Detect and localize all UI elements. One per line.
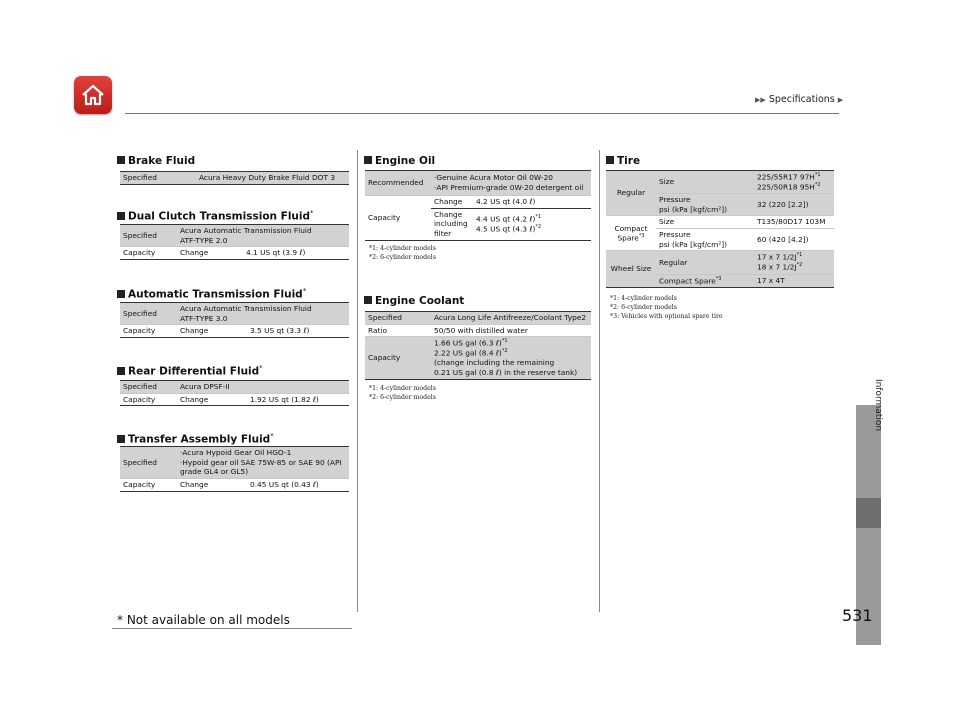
row-label: Compact Spare$^{*3}$ bbox=[606, 216, 656, 251]
table-row bbox=[606, 251, 834, 274]
table-row bbox=[365, 312, 591, 325]
header-rule bbox=[125, 113, 839, 114]
table-row bbox=[120, 172, 349, 185]
side-tab-marker[interactable] bbox=[856, 498, 881, 528]
table-row bbox=[365, 196, 591, 209]
table-row bbox=[120, 381, 349, 394]
row-label: Specified bbox=[120, 447, 177, 479]
footer-rule bbox=[112, 628, 352, 629]
breadcrumb-arrow-icon: ▶▶ bbox=[755, 96, 766, 104]
table-row bbox=[120, 447, 349, 479]
row-value: 0.45 US qt (0.43 ℓ) bbox=[247, 478, 349, 491]
row-value: 4.1 US qt (3.9 ℓ) bbox=[243, 247, 349, 260]
bullet-square-icon bbox=[364, 156, 372, 164]
table-row bbox=[120, 247, 349, 260]
row-sublabel: Change bbox=[177, 478, 247, 491]
row-sublabel: Size bbox=[656, 216, 754, 229]
brake-fluid-table bbox=[120, 171, 349, 185]
table-row bbox=[120, 303, 349, 325]
column-divider bbox=[599, 150, 600, 612]
row-label: Capacity bbox=[365, 337, 431, 379]
row-sublabel: Regular bbox=[656, 251, 754, 274]
row-label: Specified bbox=[120, 381, 177, 394]
row-value: 50/50 with distilled water bbox=[431, 324, 591, 337]
row-label: Capacity bbox=[120, 478, 177, 491]
bullet-square-icon bbox=[117, 290, 125, 298]
footnote-star: * bbox=[259, 364, 263, 372]
engine-oil-notes: *1: 4-cylinder models *2: 6-cylinder models bbox=[369, 245, 436, 261]
row-label: Specified bbox=[120, 172, 196, 185]
row-label: Capacity bbox=[365, 196, 431, 241]
row-value: Acura Heavy Duty Brake Fluid DOT 3 bbox=[196, 172, 349, 185]
row-label: Capacity bbox=[120, 247, 177, 260]
footnote-star: * bbox=[302, 287, 307, 295]
table-row bbox=[120, 225, 349, 247]
tire-table bbox=[606, 170, 834, 288]
table-row bbox=[365, 324, 591, 337]
bullet-square-icon bbox=[364, 296, 372, 304]
row-label: Capacity bbox=[120, 325, 177, 338]
row-label: Specified bbox=[120, 225, 177, 247]
atf-fluid-table bbox=[120, 302, 349, 338]
footnote-star: * bbox=[310, 209, 314, 217]
row-label: Ratio bbox=[365, 324, 431, 337]
row-sublabel: Change including filter bbox=[431, 208, 473, 240]
row-value: 1.66 US gal (6.3 ℓ)$^{*1}$ 2.22 US gal (8.4 ℓ)$^{*2}$ (change including the remaining 0.21 US gal (0.8 ℓ) in the reserve tank) bbox=[431, 337, 591, 379]
row-label: Specified bbox=[365, 312, 431, 325]
column-divider bbox=[357, 150, 358, 612]
row-label: Recommended bbox=[365, 171, 431, 196]
engine-coolant-title: Engine Coolant bbox=[364, 295, 464, 307]
bullet-square-icon bbox=[117, 156, 125, 164]
table-row bbox=[120, 478, 349, 491]
tire-notes: *1: 4-cylinder models *2: 6-cylinder models *3: Vehicles with optional spare tire bbox=[610, 295, 723, 320]
brake-fluid-title: Brake Fluid bbox=[117, 155, 195, 167]
rear-diff-title: Rear Differential Fluid* bbox=[117, 364, 263, 378]
row-sublabel: Change bbox=[177, 325, 247, 338]
row-label: Wheel Size bbox=[606, 251, 656, 287]
row-value: Acura Automatic Transmission Fluid ATF-TYPE 2.0 bbox=[177, 225, 349, 247]
table-row bbox=[606, 216, 834, 229]
breadcrumb-label: Specifications bbox=[768, 94, 835, 105]
row-sublabel: Size bbox=[656, 171, 754, 194]
row-value: 32 (220 [2.2]) bbox=[754, 194, 834, 216]
row-label: Specified bbox=[120, 303, 177, 325]
transfer-table bbox=[120, 446, 349, 492]
table-row bbox=[120, 325, 349, 338]
engine-oil-title: Engine Oil bbox=[364, 155, 435, 167]
row-value: 17 x 4T bbox=[754, 274, 834, 287]
row-value: ·Acura Hypoid Gear Oil HGO-1 ·Hypoid gear oil SAE 75W-85 or SAE 90 (API grade GL4 or GL5) bbox=[177, 447, 349, 479]
row-value: 4.4 US qt (4.2 ℓ)$^{*1}$ 4.5 US qt (4.3 ℓ)$^{*2}$ bbox=[473, 208, 591, 240]
home-button[interactable] bbox=[74, 76, 112, 114]
bullet-square-icon bbox=[117, 212, 125, 220]
row-value: 225/55R17 $97H^{*1}$ 225/50R18 $95H^{*2}$ bbox=[754, 171, 834, 194]
row-sublabel: Change bbox=[177, 247, 243, 260]
row-value: Acura Long Life Antifreeze/Coolant Type2 bbox=[431, 312, 591, 325]
rear-diff-table bbox=[120, 380, 349, 406]
row-sublabel: Pressure psi (kPa [kgf/cm²]) bbox=[656, 229, 754, 251]
side-tab-label: Information bbox=[873, 378, 883, 432]
row-value: T135/80D17 103M bbox=[754, 216, 834, 229]
row-value: 4.2 US qt (4.0 ℓ) bbox=[473, 196, 591, 209]
footnote: * Not available on all models bbox=[117, 613, 290, 627]
tire-title: Tire bbox=[606, 155, 640, 167]
table-row bbox=[365, 337, 591, 379]
atf-fluid-title: Automatic Transmission Fluid* bbox=[117, 287, 306, 301]
bullet-square-icon bbox=[117, 367, 125, 375]
row-value: ·Genuine Acura Motor Oil 0W-20 ·API Premium-grade 0W-20 detergent oil bbox=[431, 171, 591, 196]
row-value: Acura Automatic Transmission Fluid ATF-TYPE 3.0 bbox=[177, 303, 349, 325]
row-sublabel: Change bbox=[431, 196, 473, 209]
table-row bbox=[606, 171, 834, 194]
row-value: Acura DPSF-II bbox=[177, 381, 349, 394]
row-label: Regular bbox=[606, 171, 656, 216]
bullet-square-icon bbox=[117, 435, 125, 443]
row-value: 60 (420 [4.2]) bbox=[754, 229, 834, 251]
row-label: Capacity bbox=[120, 393, 177, 406]
row-value: 17 x 7 $1/2J^{*1}$ 18 x 7 $1/2J^{*2}$ bbox=[754, 251, 834, 274]
engine-oil-table bbox=[365, 170, 591, 241]
page-number: 531 bbox=[842, 606, 873, 625]
table-row bbox=[120, 393, 349, 406]
breadcrumb-arrow-icon: ▶ bbox=[837, 96, 844, 104]
engine-coolant-table bbox=[365, 311, 591, 380]
row-sublabel: Compact Spare$^{*3}$ bbox=[656, 274, 754, 287]
row-sublabel: Pressure psi (kPa [kgf/cm²]) bbox=[656, 194, 754, 216]
engine-coolant-notes: *1: 4-cylinder models *2: 6-cylinder models bbox=[369, 385, 436, 401]
home-icon bbox=[80, 82, 106, 108]
transfer-title: Transfer Assembly Fluid* bbox=[117, 432, 274, 446]
row-sublabel: Change bbox=[177, 393, 247, 406]
row-value: 1.92 US qt (1.82 ℓ) bbox=[247, 393, 349, 406]
dct-fluid-table bbox=[120, 224, 349, 260]
table-row bbox=[365, 171, 591, 196]
row-value: 3.5 US qt (3.3 ℓ) bbox=[247, 325, 349, 338]
breadcrumb[interactable] bbox=[755, 94, 843, 105]
footnote-star: * bbox=[270, 432, 274, 440]
dct-fluid-title: Dual Clutch Transmission Fluid* bbox=[117, 209, 314, 223]
bullet-square-icon bbox=[606, 156, 614, 164]
